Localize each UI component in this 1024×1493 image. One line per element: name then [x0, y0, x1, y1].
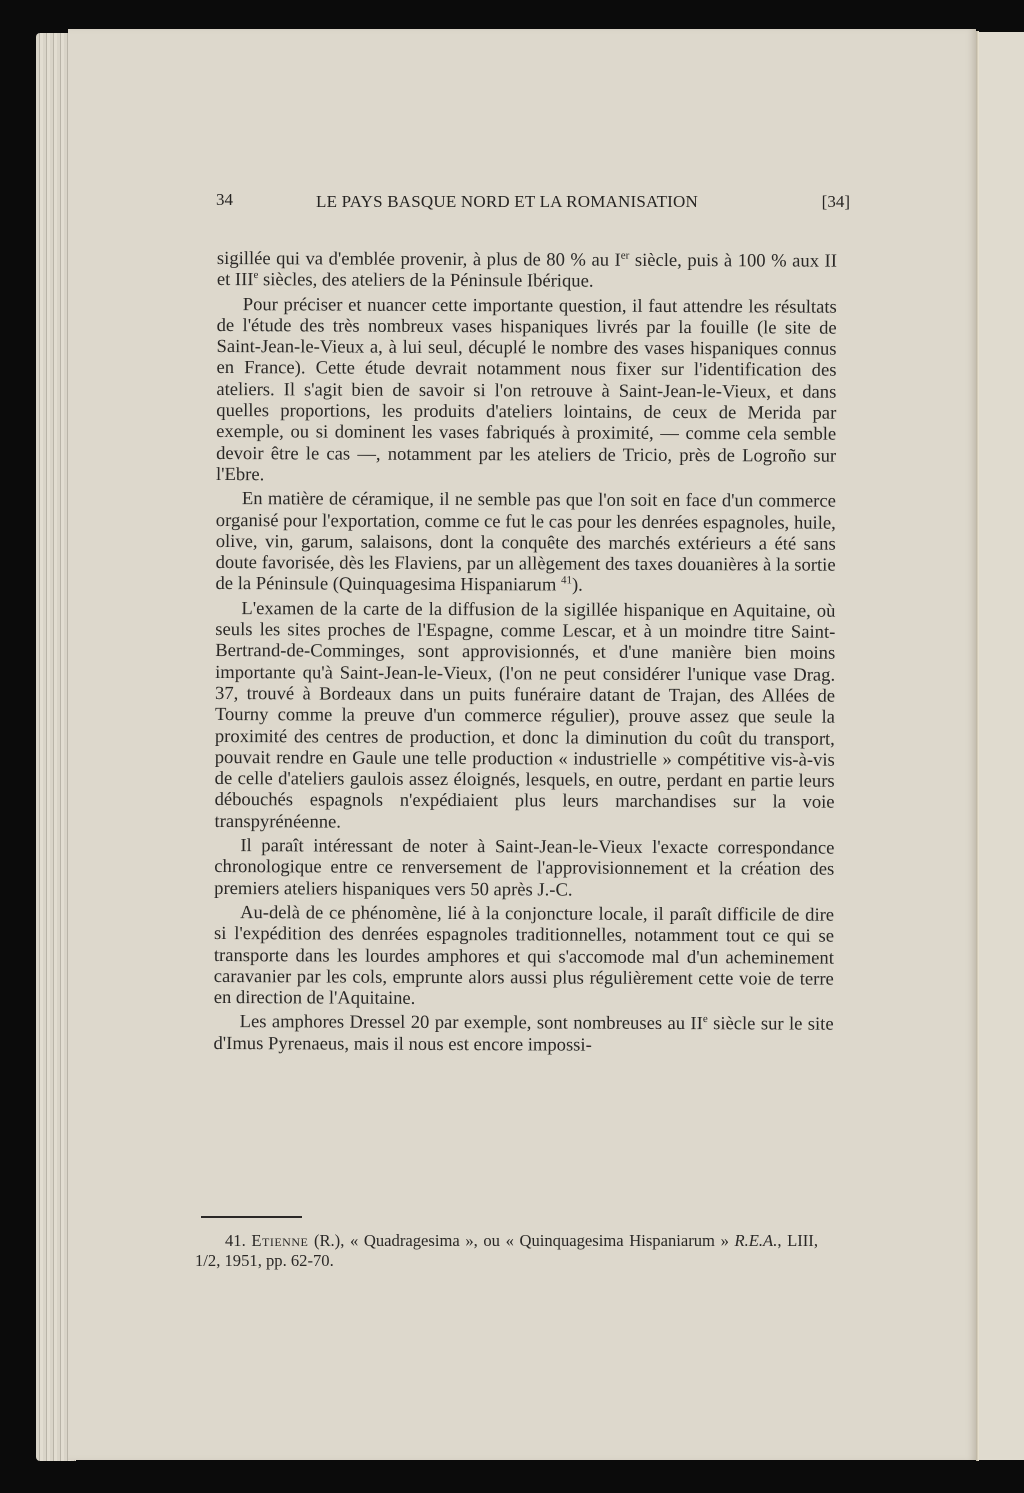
footnote-initial: (R.), [313, 1231, 345, 1250]
footnote-author: Etienne [251, 1231, 309, 1250]
text-run: siècle, puis à 100 % aux II et III [216, 249, 837, 291]
running-head [216, 190, 850, 218]
footnote-title: « Quadragesima », ou « Quinquagesima Hispaniarum » [349, 1231, 729, 1250]
text-run: siècle sur le site d'Imus Pyrenaeus, mais il nous est encore impossi- [213, 1013, 834, 1056]
body-text [213, 248, 837, 1057]
paragraph-2 [216, 294, 837, 488]
superscript: e [702, 1013, 708, 1026]
text-run: sigillée qui va d'emblée provenir, à plus de 80 % au I [216, 248, 621, 271]
superscript: er [620, 249, 630, 262]
text-run: ). [571, 575, 583, 597]
text-run: En matière de céramique, il ne semble pas que l'on soit en face d'un commerce organisé pour l'exportation, comme ce fut le cas pour les denrées espagnoles, huile, olive, vin, garum, salaisons, dont la conquête des marchés extérieurs a été sans doute favorisée, dès les Flaviens, par un allègement des taxes douanières à la sortie de la Péninsule (Quinquagesima Hispaniarum [215, 488, 836, 596]
footnote-reference[interactable]: 41 [560, 574, 573, 587]
footnote-journal: R.E.A. [734, 1231, 778, 1250]
superscript: e [253, 269, 259, 282]
text-run: L'examen de la carte de la diffusion de la sigillée hispanique en Aquitaine, où seuls les sites proches de l'Espagne, comme Lescar, et à un moindre titre Saint-Bertrand-de-Comminges, sont approvisionnés, et d'une manière bien moins importante qu'à Saint-Jean-le-Vieux, (l'on ne peut considérer l'unique vase Drag. 37, trouvé à Bordeaux dans un puits funéraire datant de Trajan, des Allées de Tourny comme la preuve d'un commerce régulier), prouve assez que seule la proximité des centres de production, et donc la diminution du coût du transport, pouvait rendre en Gaule une telle production « industrielle » compétitive vis-à-vis de celle d'ateliers gaulois assez éloignés, lesquels, en outre, perdant en partie leurs débouchés espagnols n'expédiaient plus leurs marchandises sur la voie transpyrénéenne. [214, 597, 836, 833]
paragraph-1 [217, 248, 837, 293]
paragraph-7 [213, 1011, 833, 1056]
text-run: Au-delà de ce phénomène, lié à la conjoncture locale, il paraît difficile de dire si l'expédition des denrées espagnoles traditionnelles, notamment tout ce qui se transporte dans les lourdes amphores et qui s'accomode mal d'un acheminement caravanier par les cols, emprunte alors aussi plus régulièrement cette voie de terre en direction de l'Aquitaine. [213, 902, 835, 1009]
text-run: Pour préciser et nuancer cette importante question, il faut attendre les résultats de l'étude des très nombreux vases hispaniques livrés par la fouille (le site de Saint-Jean-le-Vieux a, à lui seul, décuplé le nombre des vases hispaniques connus en France). Cette étude devrait notamment nous fixer sur l'identification des ateliers. Il s'agit bien de savoir si l'on retrouve à Saint-Jean-le-Vieux, et dans quelles proportions, les produits d'ateliers lointains, de ceux de Merida par exemple, ou si dominent les vases fabriqués à proximité, — comme cela semble devoir être le cas —, notamment par les ateliers de Tricio, près de Logroño sur l'Ebre. [215, 293, 837, 486]
page-number: 34 [216, 190, 233, 209]
footnote-separator [201, 1216, 302, 1218]
paragraph-3 [215, 488, 835, 597]
footnote-citation: , LIII, 1/2, 1951, pp. 62-70. [195, 1231, 818, 1270]
running-head-title: LE PAYS BASQUE NORD ET LA ROMANISATION [316, 192, 698, 211]
footnote-41 [195, 1231, 818, 1270]
text-run: Il paraît intéressant de noter à Saint-Jean-le-Vieux l'exacte correspondance chronologique entre ce renversement de l'approvisionnement et la création des premiers ateliers hispaniques vers 50 après J.-C. [214, 835, 835, 901]
paragraph-4 [214, 598, 835, 835]
footnote-number: 41. [225, 1231, 246, 1250]
bracketed-page-number: [34] [821, 192, 850, 211]
paragraph-5 [214, 835, 834, 902]
facing-page-edge [979, 32, 1024, 1460]
text-run: siècles, des ateliers de la Péninsule Ibérique. [258, 269, 594, 292]
paragraph-6 [214, 902, 834, 1011]
text-run: Les amphores Dressel 20 par exemple, sont nombreuses au II [239, 1011, 703, 1035]
